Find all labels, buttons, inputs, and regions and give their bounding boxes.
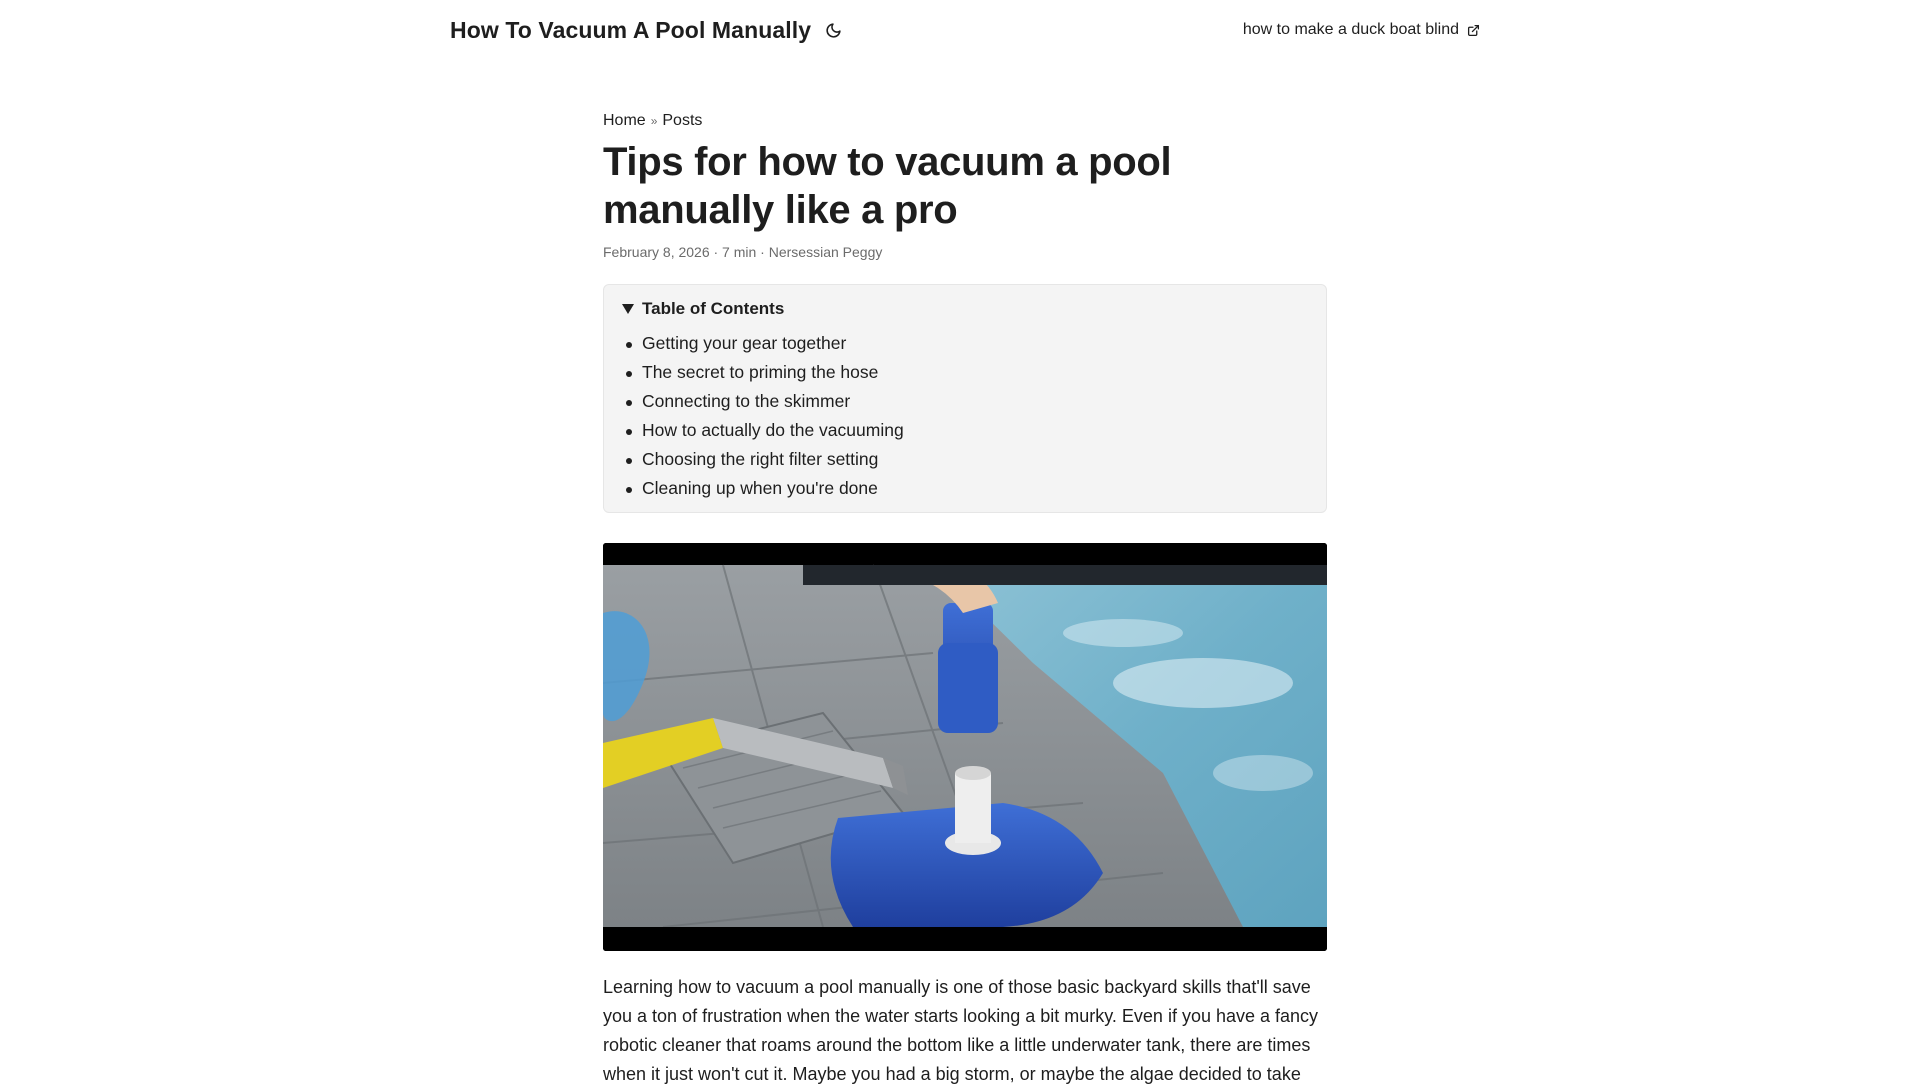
site-logo[interactable]: How To Vacuum A Pool Manually	[450, 16, 812, 43]
table-of-contents	[603, 284, 1327, 513]
toc-link-gear[interactable]: Getting your gear together	[642, 333, 847, 353]
toc-item	[622, 474, 1308, 503]
moon-icon[interactable]	[823, 20, 843, 40]
cover-image	[603, 543, 1327, 951]
toc-summary-label: Table of Contents	[642, 299, 785, 318]
post-content	[603, 973, 1327, 1089]
main-content	[603, 110, 1327, 1089]
breadcrumb-separator: »	[650, 114, 658, 128]
toc-item	[622, 445, 1308, 474]
logo-wrap	[450, 17, 843, 44]
intro-paragraph: Learning how to vacuum a pool manually is one of those basic backyard skills that'll save you a ton of frustration when the water starts looking a bit murky. Even if you have a fancy robotic cleaner that roams around the bottom like a little underwater tank, there are times when it just won't cut it. Maybe you had a big storm, or maybe the algae decided to take	[603, 977, 1319, 1084]
post-title: Tips for how to vacuum a pool manually like a pro	[603, 140, 1172, 232]
external-link-icon	[1467, 24, 1480, 37]
toc-link-skimmer[interactable]: Connecting to the skimmer	[642, 391, 851, 411]
toc-item	[622, 416, 1308, 445]
toc-link-cleanup[interactable]: Cleaning up when you're done	[642, 478, 878, 498]
toc-item	[622, 329, 1308, 358]
toc-toggle[interactable]	[622, 295, 1308, 323]
toc-link-priming[interactable]: The secret to priming the hose	[642, 362, 879, 382]
toc-link-vacuuming[interactable]: How to actually do the vacuuming	[642, 420, 904, 440]
breadcrumb-posts[interactable]: Posts	[662, 112, 703, 129]
nav-link-label: how to make a duck boat blind	[1242, 21, 1459, 38]
post-meta: February 8, 2026 · 7 min · Nersessian Peggy	[603, 244, 883, 260]
toc-list	[622, 329, 1308, 503]
toc-link-filter[interactable]: Choosing the right filter setting	[642, 449, 879, 469]
triangle-down-icon	[622, 304, 634, 314]
toc-item	[622, 387, 1308, 416]
nav-link-duck-boat-blind[interactable]	[1243, 21, 1480, 39]
pool-vacuum-illustration	[603, 543, 1327, 951]
breadcrumb	[603, 110, 1327, 132]
site-header	[450, 0, 1480, 60]
toc-item	[622, 358, 1308, 387]
breadcrumb-home[interactable]: Home	[603, 112, 646, 129]
